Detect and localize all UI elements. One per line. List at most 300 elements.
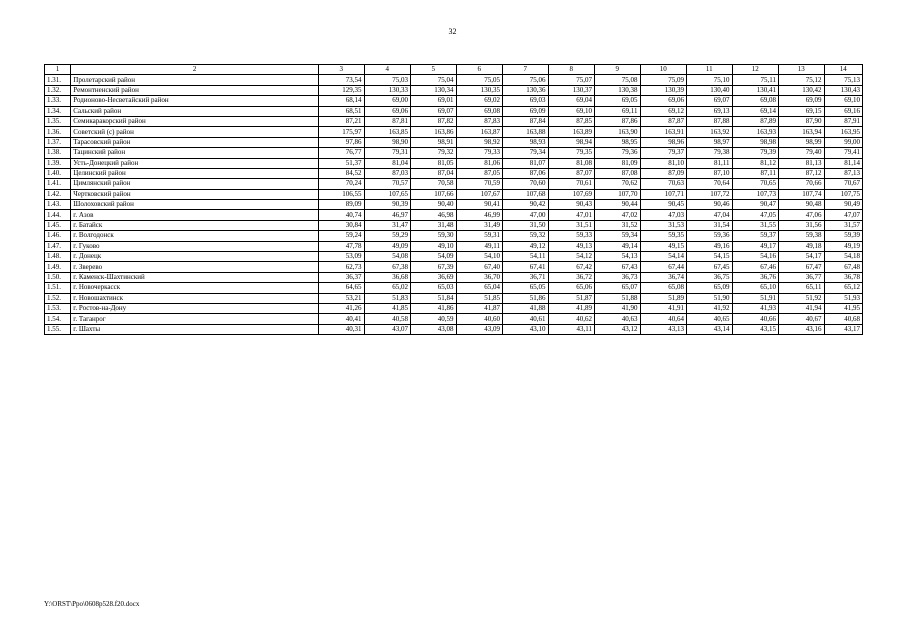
column-header: 14	[824, 65, 863, 75]
value-cell: 41,91	[640, 303, 687, 313]
value-cell: 49,10	[411, 241, 457, 251]
value-cell: 40,65	[687, 314, 733, 324]
column-header: 13	[779, 65, 825, 75]
value-cell: 36,69	[411, 272, 457, 282]
value-cell: 87,85	[548, 116, 595, 126]
value-cell: 65,08	[640, 283, 687, 293]
value-cell: 43,15	[732, 324, 779, 334]
district-name: г. Батайск	[71, 220, 319, 230]
value-cell: 65,02	[364, 283, 411, 293]
value-cell: 90,40	[411, 200, 457, 210]
value-cell: 54,17	[779, 252, 825, 262]
value-cell: 69,09	[503, 106, 549, 116]
value-cell: 51,83	[364, 293, 411, 303]
value-cell: 75,05	[456, 75, 503, 85]
value-cell: 87,91	[824, 116, 863, 126]
value-cell: 36,73	[595, 272, 641, 282]
row-number: 1.52.	[45, 293, 71, 303]
value-cell: 31,57	[824, 220, 863, 230]
value-cell: 40,41	[319, 314, 365, 324]
value-cell: 163,88	[503, 127, 549, 137]
value-cell: 36,68	[364, 272, 411, 282]
value-cell: 51,89	[640, 293, 687, 303]
value-cell: 163,94	[779, 127, 825, 137]
district-name: Советский (с) район	[71, 127, 319, 137]
value-cell: 47,01	[548, 210, 595, 220]
value-cell: 41,26	[319, 303, 365, 313]
value-cell: 41,89	[548, 303, 595, 313]
value-cell: 67,42	[548, 262, 595, 272]
row-number: 1.38.	[45, 148, 71, 158]
district-name: Ремонтненский район	[71, 85, 319, 95]
value-cell: 130,34	[411, 85, 457, 95]
table-row	[45, 148, 863, 158]
value-cell: 51,37	[319, 158, 365, 168]
value-cell: 65,05	[503, 283, 549, 293]
value-cell: 89,09	[319, 200, 365, 210]
table-row	[45, 210, 863, 220]
value-cell: 43,17	[824, 324, 863, 334]
value-cell: 65,11	[779, 283, 825, 293]
value-cell: 163,92	[687, 127, 733, 137]
row-number: 1.31.	[45, 75, 71, 85]
value-cell: 98,98	[732, 137, 779, 147]
value-cell: 51,90	[687, 293, 733, 303]
value-cell: 41,85	[364, 303, 411, 313]
value-cell: 130,36	[503, 85, 549, 95]
value-cell: 31,47	[364, 220, 411, 230]
value-cell: 130,35	[456, 85, 503, 95]
value-cell: 36,75	[687, 272, 733, 282]
value-cell: 73,54	[319, 75, 365, 85]
value-cell: 84,52	[319, 168, 365, 178]
value-cell: 36,76	[732, 272, 779, 282]
value-cell: 67,39	[411, 262, 457, 272]
value-cell: 54,08	[364, 252, 411, 262]
value-cell: 51,86	[503, 293, 549, 303]
value-cell: 98,94	[548, 137, 595, 147]
value-cell: 70,63	[640, 179, 687, 189]
value-cell: 54,13	[595, 252, 641, 262]
value-cell: 163,86	[411, 127, 457, 137]
row-number: 1.51.	[45, 283, 71, 293]
value-cell: 98,99	[779, 137, 825, 147]
file-path-footer: Y:\ORST\Ppo\0608p528.f20.docx	[44, 600, 140, 608]
value-cell: 69,10	[548, 106, 595, 116]
value-cell: 163,93	[732, 127, 779, 137]
value-cell: 87,21	[319, 116, 365, 126]
value-cell: 90,42	[503, 200, 549, 210]
value-cell: 107,69	[548, 189, 595, 199]
value-cell: 31,55	[732, 220, 779, 230]
value-cell: 99,00	[824, 137, 863, 147]
row-number: 1.54.	[45, 314, 71, 324]
table-row	[45, 168, 863, 178]
value-cell: 75,07	[548, 75, 595, 85]
row-number: 1.50.	[45, 272, 71, 282]
value-cell: 46,97	[364, 210, 411, 220]
value-cell: 79,38	[687, 148, 733, 158]
value-cell: 67,41	[503, 262, 549, 272]
district-name: Семикаракорский район	[71, 116, 319, 126]
value-cell: 36,78	[824, 272, 863, 282]
table-row	[45, 116, 863, 126]
value-cell: 43,11	[548, 324, 595, 334]
table-row	[45, 189, 863, 199]
district-name: г. Донецк	[71, 252, 319, 262]
value-cell: 75,06	[503, 75, 549, 85]
row-number: 1.41.	[45, 179, 71, 189]
value-cell: 59,38	[779, 231, 825, 241]
value-cell: 69,15	[779, 106, 825, 116]
value-cell: 106,55	[319, 189, 365, 199]
value-cell: 31,48	[411, 220, 457, 230]
value-cell: 59,34	[595, 231, 641, 241]
row-number: 1.33.	[45, 96, 71, 106]
value-cell: 40,74	[319, 210, 365, 220]
value-cell: 65,12	[824, 283, 863, 293]
value-cell: 69,14	[732, 106, 779, 116]
district-name: Пролетарский район	[71, 75, 319, 85]
value-cell: 130,33	[364, 85, 411, 95]
value-cell: 68,51	[319, 106, 365, 116]
value-cell: 75,09	[640, 75, 687, 85]
value-cell: 79,37	[640, 148, 687, 158]
value-cell: 69,12	[640, 106, 687, 116]
value-cell: 49,15	[640, 241, 687, 251]
row-number: 1.39.	[45, 158, 71, 168]
value-cell: 36,74	[640, 272, 687, 282]
value-cell: 67,48	[824, 262, 863, 272]
value-cell: 163,91	[640, 127, 687, 137]
value-cell: 69,06	[364, 106, 411, 116]
value-cell: 59,24	[319, 231, 365, 241]
value-cell: 87,05	[456, 168, 503, 178]
value-cell: 90,41	[456, 200, 503, 210]
value-cell: 31,54	[687, 220, 733, 230]
table-row	[45, 231, 863, 241]
value-cell: 81,07	[503, 158, 549, 168]
value-cell: 65,10	[732, 283, 779, 293]
value-cell: 53,21	[319, 293, 365, 303]
value-cell: 46,98	[411, 210, 457, 220]
district-name: Цимлянский район	[71, 179, 319, 189]
value-cell: 87,04	[411, 168, 457, 178]
value-cell: 40,59	[411, 314, 457, 324]
district-name: Шолоховский район	[71, 200, 319, 210]
value-cell: 59,29	[364, 231, 411, 241]
value-cell: 87,11	[732, 168, 779, 178]
table-body	[45, 75, 863, 335]
value-cell: 107,71	[640, 189, 687, 199]
value-cell: 98,96	[640, 137, 687, 147]
value-cell: 40,62	[548, 314, 595, 324]
value-cell: 81,11	[687, 158, 733, 168]
value-cell: 87,82	[411, 116, 457, 126]
row-number: 1.49.	[45, 262, 71, 272]
value-cell: 31,50	[503, 220, 549, 230]
value-cell: 65,09	[687, 283, 733, 293]
value-cell: 79,33	[456, 148, 503, 158]
value-cell: 79,40	[779, 148, 825, 158]
district-name: Родионово-Несветайский район	[71, 96, 319, 106]
table-row	[45, 179, 863, 189]
value-cell: 107,73	[732, 189, 779, 199]
table-row	[45, 303, 863, 313]
row-number: 1.53.	[45, 303, 71, 313]
value-cell: 90,44	[595, 200, 641, 210]
row-number: 1.47.	[45, 241, 71, 251]
value-cell: 47,03	[640, 210, 687, 220]
value-cell: 54,14	[640, 252, 687, 262]
value-cell: 51,87	[548, 293, 595, 303]
row-number: 1.42.	[45, 189, 71, 199]
district-name: г. Новошахтинск	[71, 293, 319, 303]
value-cell: 87,84	[503, 116, 549, 126]
value-cell: 43,09	[456, 324, 503, 334]
column-header: 9	[595, 65, 641, 75]
value-cell: 70,66	[779, 179, 825, 189]
value-cell: 70,61	[548, 179, 595, 189]
header-row	[45, 65, 863, 75]
value-cell: 36,72	[548, 272, 595, 282]
column-header: 5	[411, 65, 457, 75]
value-cell: 67,47	[779, 262, 825, 272]
value-cell: 130,41	[732, 85, 779, 95]
value-cell: 76,77	[319, 148, 365, 158]
value-cell: 87,83	[456, 116, 503, 126]
value-cell: 70,59	[456, 179, 503, 189]
value-cell: 107,67	[456, 189, 503, 199]
value-cell: 107,66	[411, 189, 457, 199]
table-row	[45, 96, 863, 106]
value-cell: 79,31	[364, 148, 411, 158]
district-name: Тарасовский район	[71, 137, 319, 147]
value-cell: 107,74	[779, 189, 825, 199]
value-cell: 87,87	[640, 116, 687, 126]
value-cell: 51,85	[456, 293, 503, 303]
value-cell: 98,97	[687, 137, 733, 147]
district-name: г. Новочеркасск	[71, 283, 319, 293]
table-row	[45, 252, 863, 262]
value-cell: 41,95	[824, 303, 863, 313]
value-cell: 41,94	[779, 303, 825, 313]
value-cell: 69,07	[687, 96, 733, 106]
value-cell: 40,66	[732, 314, 779, 324]
value-cell: 87,03	[364, 168, 411, 178]
row-number: 1.35.	[45, 116, 71, 126]
value-cell: 40,60	[456, 314, 503, 324]
value-cell: 43,08	[411, 324, 457, 334]
value-cell: 79,34	[503, 148, 549, 158]
district-name: г. Азов	[71, 210, 319, 220]
value-cell: 54,16	[732, 252, 779, 262]
value-cell: 87,10	[687, 168, 733, 178]
column-header: 1	[45, 65, 71, 75]
value-cell: 81,14	[824, 158, 863, 168]
value-cell: 31,49	[456, 220, 503, 230]
value-cell: 43,13	[640, 324, 687, 334]
value-cell: 130,39	[640, 85, 687, 95]
value-cell: 87,89	[732, 116, 779, 126]
value-cell: 69,16	[824, 106, 863, 116]
value-cell: 67,46	[732, 262, 779, 272]
value-cell: 107,72	[687, 189, 733, 199]
value-cell: 59,36	[687, 231, 733, 241]
value-cell: 87,12	[779, 168, 825, 178]
column-header: 4	[364, 65, 411, 75]
table-row	[45, 293, 863, 303]
district-name: г. Таганрог	[71, 314, 319, 324]
value-cell: 81,12	[732, 158, 779, 168]
table-row	[45, 262, 863, 272]
value-cell: 79,36	[595, 148, 641, 158]
value-cell: 75,03	[364, 75, 411, 85]
value-cell: 43,14	[687, 324, 733, 334]
value-cell: 163,87	[456, 127, 503, 137]
value-cell: 107,75	[824, 189, 863, 199]
row-number: 1.34.	[45, 106, 71, 116]
value-cell: 67,38	[364, 262, 411, 272]
district-name: г. Волгодонск	[71, 231, 319, 241]
value-cell: 47,04	[687, 210, 733, 220]
value-cell: 59,39	[824, 231, 863, 241]
value-cell: 51,92	[779, 293, 825, 303]
value-cell: 69,04	[548, 96, 595, 106]
district-name: г. Ростов-на-Дону	[71, 303, 319, 313]
column-header: 3	[319, 65, 365, 75]
column-header: 12	[732, 65, 779, 75]
value-cell: 90,46	[687, 200, 733, 210]
row-number: 1.45.	[45, 220, 71, 230]
value-cell: 79,32	[411, 148, 457, 158]
district-name: г. Шахты	[71, 324, 319, 334]
value-cell: 75,08	[595, 75, 641, 85]
column-header: 8	[548, 65, 595, 75]
value-cell: 87,09	[640, 168, 687, 178]
value-cell: 43,07	[364, 324, 411, 334]
value-cell: 107,68	[503, 189, 549, 199]
column-header: 6	[456, 65, 503, 75]
value-cell: 49,16	[687, 241, 733, 251]
value-cell: 67,45	[687, 262, 733, 272]
value-cell: 70,58	[411, 179, 457, 189]
value-cell: 81,05	[411, 158, 457, 168]
value-cell: 75,04	[411, 75, 457, 85]
value-cell: 47,07	[824, 210, 863, 220]
value-cell: 79,41	[824, 148, 863, 158]
value-cell: 129,35	[319, 85, 365, 95]
value-cell: 98,91	[411, 137, 457, 147]
value-cell: 31,56	[779, 220, 825, 230]
value-cell: 36,77	[779, 272, 825, 282]
district-name: г. Каменск-Шахтинский	[71, 272, 319, 282]
value-cell: 49,12	[503, 241, 549, 251]
table-row	[45, 106, 863, 116]
value-cell: 81,06	[456, 158, 503, 168]
value-cell: 36,70	[456, 272, 503, 282]
value-cell: 90,43	[548, 200, 595, 210]
value-cell: 49,17	[732, 241, 779, 251]
value-cell: 59,37	[732, 231, 779, 241]
row-number: 1.44.	[45, 210, 71, 220]
value-cell: 49,18	[779, 241, 825, 251]
value-cell: 47,05	[732, 210, 779, 220]
table-row	[45, 283, 863, 293]
value-cell: 75,10	[687, 75, 733, 85]
row-number: 1.37.	[45, 137, 71, 147]
table-row	[45, 220, 863, 230]
value-cell: 59,33	[548, 231, 595, 241]
value-cell: 49,13	[548, 241, 595, 251]
value-cell: 41,87	[456, 303, 503, 313]
value-cell: 40,31	[319, 324, 365, 334]
value-cell: 40,61	[503, 314, 549, 324]
value-cell: 130,37	[548, 85, 595, 95]
value-cell: 90,45	[640, 200, 687, 210]
value-cell: 98,95	[595, 137, 641, 147]
row-number: 1.32.	[45, 85, 71, 95]
value-cell: 87,88	[687, 116, 733, 126]
value-cell: 65,03	[411, 283, 457, 293]
value-cell: 51,88	[595, 293, 641, 303]
value-cell: 47,78	[319, 241, 365, 251]
page-number: 32	[448, 27, 457, 36]
value-cell: 97,86	[319, 137, 365, 147]
value-cell: 67,43	[595, 262, 641, 272]
column-header: 7	[503, 65, 549, 75]
value-cell: 107,65	[364, 189, 411, 199]
district-name: Тацинский район	[71, 148, 319, 158]
value-cell: 98,90	[364, 137, 411, 147]
value-cell: 59,30	[411, 231, 457, 241]
column-header: 10	[640, 65, 687, 75]
value-cell: 69,01	[411, 96, 457, 106]
value-cell: 36,71	[503, 272, 549, 282]
value-cell: 47,00	[503, 210, 549, 220]
value-cell: 90,49	[824, 200, 863, 210]
value-cell: 53,09	[319, 252, 365, 262]
table-row	[45, 272, 863, 282]
value-cell: 41,88	[503, 303, 549, 313]
value-cell: 130,40	[687, 85, 733, 95]
tariff-table	[44, 64, 863, 335]
value-cell: 70,62	[595, 179, 641, 189]
value-cell: 65,04	[456, 283, 503, 293]
value-cell: 70,60	[503, 179, 549, 189]
row-number: 1.55.	[45, 324, 71, 334]
value-cell: 87,90	[779, 116, 825, 126]
value-cell: 81,13	[779, 158, 825, 168]
row-number: 1.48.	[45, 252, 71, 262]
value-cell: 70,65	[732, 179, 779, 189]
value-cell: 43,10	[503, 324, 549, 334]
column-header: 2	[71, 65, 319, 75]
table-row	[45, 158, 863, 168]
district-name: Усть-Донецкий район	[71, 158, 319, 168]
value-cell: 130,38	[595, 85, 641, 95]
value-cell: 70,24	[319, 179, 365, 189]
value-cell: 69,08	[732, 96, 779, 106]
value-cell: 87,13	[824, 168, 863, 178]
value-cell: 163,89	[548, 127, 595, 137]
value-cell: 49,09	[364, 241, 411, 251]
value-cell: 87,08	[595, 168, 641, 178]
value-cell: 49,19	[824, 241, 863, 251]
table-row	[45, 324, 863, 334]
value-cell: 69,00	[364, 96, 411, 106]
value-cell: 87,07	[548, 168, 595, 178]
